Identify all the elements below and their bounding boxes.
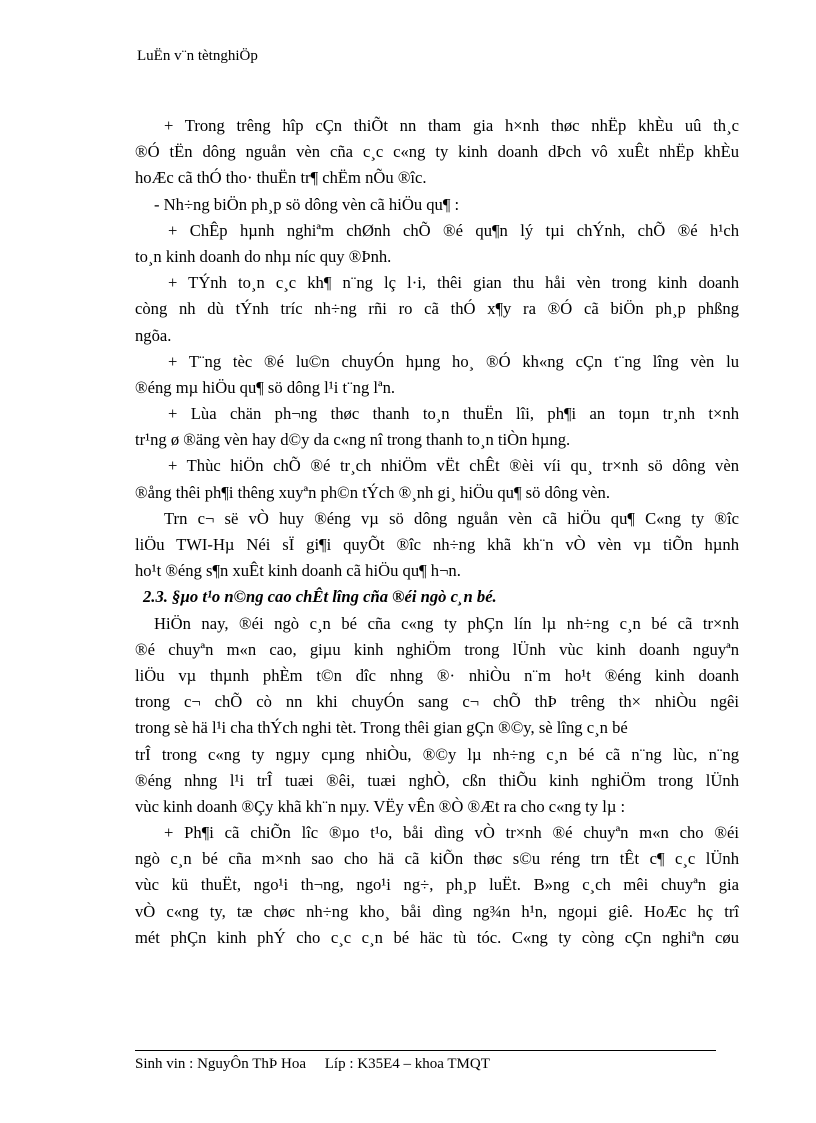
text-line: + Lùa chän ph¬ng thøc thanh to¸n thuËn lîi, ph¶i an toµn tr¸nh t×nh: [168, 404, 739, 424]
text-line: liÖu vµ thµnh phÈm t©n dîc nhng ®· nhiÒu n¨m ho¹t ®éng kinh doanh: [135, 665, 739, 685]
text-line: ®Ó tËn dông nguån vèn cña c¸c c«ng ty kinh doanh dÞch vô xuÊt nhËp khÈu: [135, 142, 739, 162]
text-line: + Thùc hiÖn chÕ ®é tr¸ch nhiÖm vËt chÊt ®èi víi qu¸ tr×nh sö dông vèn: [168, 456, 739, 476]
running-header: LuËn v¨n tètnghiÖp: [137, 48, 258, 64]
text-line: trong c¬ chÕ cò nn khi chuyÓn sang c¬ chÕ thÞ trêng th× nhiÒu ngêi: [135, 692, 739, 712]
text-line: - Nh÷ng biÖn ph¸p sö dông vèn cã hiÖu qu¶ :: [154, 194, 460, 214]
text-line: to¸n kinh doanh do nhµ níc quy ®Þnh.: [135, 246, 392, 266]
text-line: còng nh dù tÝnh tríc nh÷ng rñi ro cã thÓ x¶y ra ®Ó cã biÖn ph¸p phßng: [135, 299, 739, 319]
text-line: mét phÇn kinh phÝ cho c¸c c¸n bé häc tù tóc. C«ng ty còng cÇn nghiªn cøu: [135, 927, 739, 947]
text-line: ngõa.: [135, 325, 172, 345]
text-line: liÖu TWI-Hµ Néi sÏ gi¶i quyÕt ®îc nh÷ng khã kh¨n vÒ vèn vµ tiÕn hµnh: [135, 535, 739, 554]
text-line: ®éng nhng l¹i trÎ tuæi ®êi, tuæi nghÒ, cßn thiÕu kinh nghiÖm trong lÜnh: [135, 770, 739, 790]
text-line: ®ång thêi ph¶i thêng xuyªn ph©n tÝch ®¸nh gi¸ hiÖu qu¶ sö dông vèn.: [135, 482, 610, 502]
text-line: Trn c¬ së vÒ huy ®éng vµ sö dông nguån vèn cã hiÖu qu¶ C«ng ty ®îc: [164, 508, 739, 528]
text-line: ®é chuyªn m«n cao, giµu kinh nghiÖm trong lÜnh vùc kinh doanh nguyªn: [135, 639, 739, 659]
text-line: ho¹t ®éng s¶n xuÊt kinh doanh cã hiÖu qu¶ h¬n.: [135, 561, 461, 581]
text-line: trong sè hä l¹i cha thÝch nghi tèt. Trong thêi gian gÇn ®©y, sè lîng c¸n bé: [135, 718, 628, 738]
text-line: HiÖn nay, ®éi ngò c¸n bé cña c«ng ty phÇn lín lµ nh÷ng c¸n bé cã tr×nh: [154, 613, 739, 633]
text-line: vÒ c«ng ty, tæ chøc nh÷ng kho¸ båi dìng ng¾n h¹n, ngoµi giê. HoÆc hç trî: [135, 901, 739, 921]
document-body: [135, 113, 739, 951]
text-line: hoÆc cã thÓ tho· thuËn tr¶ chËm nÕu ®îc.: [135, 168, 427, 188]
text-line: + Trong trêng hîp cÇn thiÕt nn tham gia h×nh thøc nhËp khÈu uû th¸c: [164, 116, 739, 135]
text-line: tr¹ng ø ®äng vèn hay d©y da c«ng nî trong thanh to¸n tiÒn hµng.: [135, 430, 571, 450]
text-line: vùc kü thuËt, ngo¹i th¬ng, ngo¹i ng÷, ph¸p luËt. B»ng c¸ch mêi chuyªn gia: [135, 875, 739, 895]
text-line: + Ph¶i cã chiÕn lîc ®µo t¹o, båi dìng vÒ tr×nh ®é chuyªn m«n cho ®éi: [164, 823, 739, 843]
section-heading: 2.3. §µo t¹o n©ng cao chÊt lîng cña ®éi ngò c¸n bé.: [143, 587, 497, 607]
footer-text: Sinh vin : NguyÔn ThÞ Hoa Líp : K35E4 – khoa TMQT: [135, 1056, 490, 1072]
footer-divider: [135, 1050, 716, 1051]
text-line: + ChÊp hµnh nghiªm chØnh chÕ ®é qu¶n lý tµi chÝnh, chÕ ®é h¹ch: [168, 220, 739, 240]
text-line: trÎ trong c«ng ty ngµy cµng nhiÒu, ®©y lµ nh÷ng c¸n bé cã n¨ng lùc, n¨ng: [135, 744, 739, 764]
text-line: ®éng mµ hiÖu qu¶ sö dông l¹i t¨ng lªn.: [135, 377, 396, 397]
text-line: ngò c¸n bé cña m×nh sao cho hä cã kiÕn thøc s©u réng trn tÊt c¶ c¸c lÜnh: [135, 849, 739, 869]
text-line: + T¨ng tèc ®é lu©n chuyÓn hµng ho¸ ®Ó kh«ng cÇn t¨ng lîng vèn lu: [168, 351, 739, 371]
text-line: vùc kinh doanh ®Çy khã kh¨n nµy. VËy vÊn ®Ò ®Æt ra cho c«ng ty lµ :: [135, 796, 626, 816]
text-line: + TÝnh to¸n c¸c kh¶ n¨ng lç l·i, thêi gian thu håi vèn trong kinh doanh: [168, 273, 739, 293]
